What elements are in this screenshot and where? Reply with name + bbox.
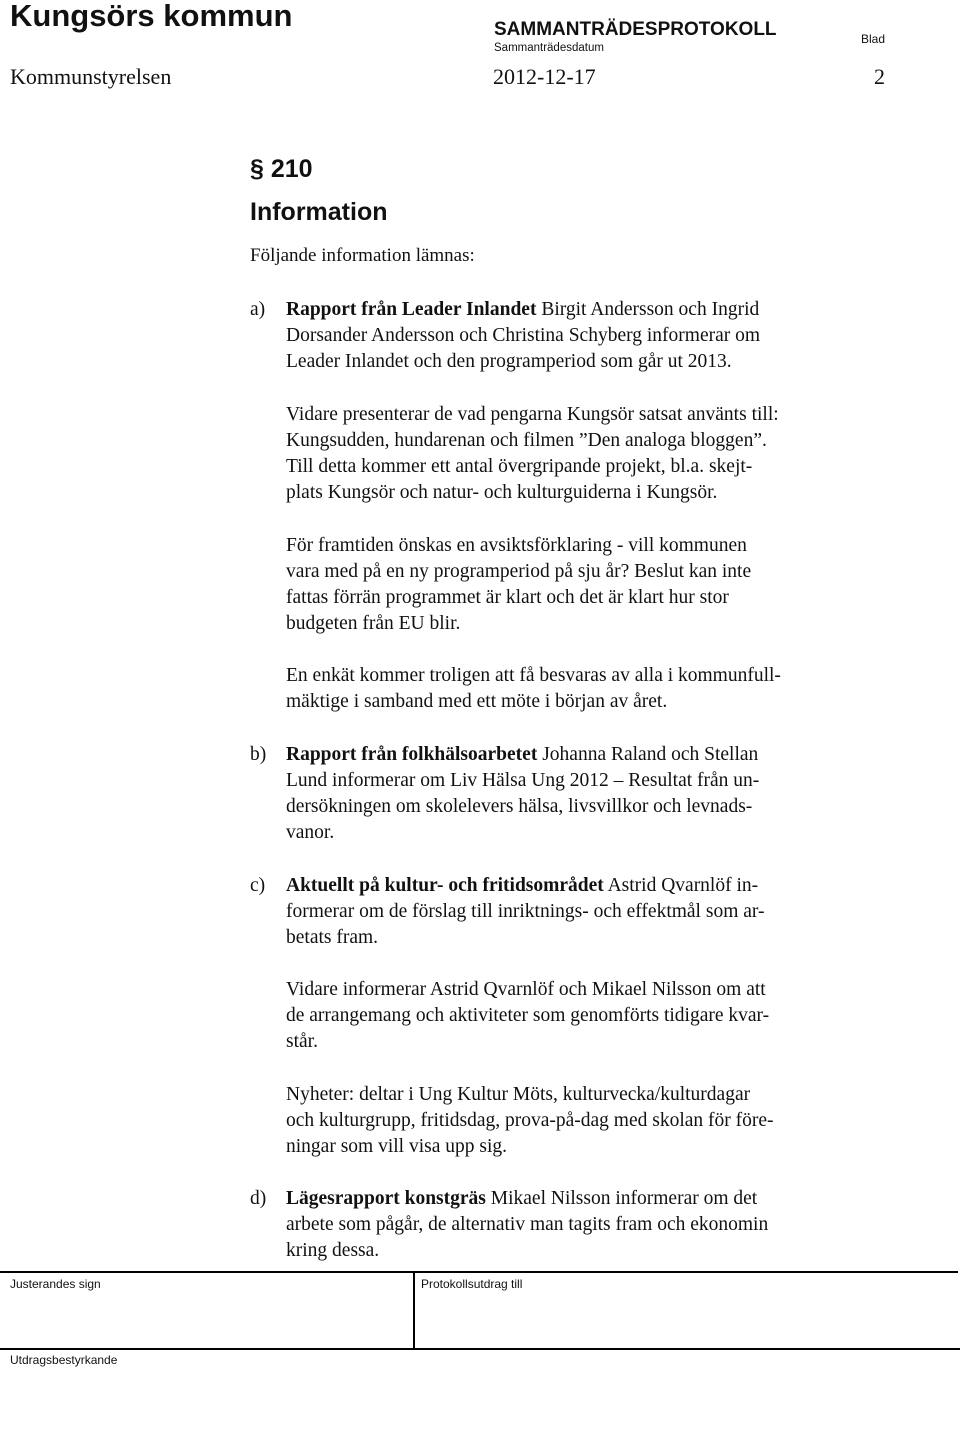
justerandes-sign-label: Justerandes sign xyxy=(10,1277,101,1291)
item-b-line-1-text: Johanna Raland och Stellan xyxy=(537,744,759,765)
item-d-heading: Lägesrapport konstgräs xyxy=(286,1188,486,1209)
item-a-line-4: Vidare presenterar de vad pengarna Kungsör satsat använts till: xyxy=(286,404,779,425)
item-b-line-1 xyxy=(286,742,758,768)
item-c-line-6: står. xyxy=(286,1031,318,1052)
item-c-line-1-text: Astrid Qvarnlöf in- xyxy=(603,875,759,896)
item-d-line-3: kring dessa. xyxy=(286,1240,380,1261)
item-d-marker: d) xyxy=(250,1188,267,1209)
item-a-marker: a) xyxy=(250,299,266,320)
paragraph-number: § 210 xyxy=(250,155,313,183)
item-c-marker: c) xyxy=(250,875,266,896)
item-a-line-6: Till detta kommer ett antal övergripande projekt, bl.a. skejt- xyxy=(286,456,753,477)
signature-divider-vertical xyxy=(413,1271,415,1349)
item-a-line-1 xyxy=(286,297,759,323)
item-b-marker: b) xyxy=(250,744,267,765)
item-a-line-3: Leader Inlandet och den programperiod som går ut 2013. xyxy=(286,351,732,372)
item-c-line-3: betats fram. xyxy=(286,927,379,948)
meeting-date: 2012-12-17 xyxy=(493,64,596,89)
item-c-line-4: Vidare informerar Astrid Qvarnlöf och Mikael Nilsson om att xyxy=(286,979,766,1000)
item-a-line-10: fattas förrän programmet är klart och det är klart hur stor xyxy=(286,587,729,608)
item-c-line-5: de arrangemang och aktiviteter som genomförts tidigare kvar- xyxy=(286,1005,770,1026)
item-b-line-3: dersökningen om skolelevers hälsa, livsvillkor och levnads- xyxy=(286,796,753,817)
item-a-line-1-text: Birgit Andersson och Ingrid xyxy=(536,299,760,320)
item-c-line-1 xyxy=(286,873,758,899)
item-c-line-9: ningar som vill visa upp sig. xyxy=(286,1136,507,1157)
organization-name: Kungsörs kommun xyxy=(10,0,293,33)
item-a-line-7: plats Kungsör och natur- och kulturguiderna i Kungsör. xyxy=(286,482,718,503)
item-a-line-8: För framtiden önskas en avsiktsförklaring - vill kommunen xyxy=(286,535,747,556)
item-b-line-4: vanor. xyxy=(286,822,335,843)
item-a-line-9: vara med på en ny programperiod på sju år? Beslut kan inte xyxy=(286,561,752,582)
item-c-line-2: formerar om de förslag till inriktnings- och effektmål som ar- xyxy=(286,901,765,922)
item-d-line-2: arbete som pågår, de alternativ man tagits fram och ekonomin xyxy=(286,1214,769,1235)
item-a-heading: Rapport från Leader Inlandet xyxy=(286,299,537,320)
utdragsbestyrkande-label: Utdragsbestyrkande xyxy=(10,1353,118,1367)
page-number: 2 xyxy=(874,64,885,89)
section-title: Information xyxy=(250,198,388,226)
item-d-line-1 xyxy=(286,1186,757,1212)
meeting-date-label: Sammanträdesdatum xyxy=(494,42,604,54)
item-a-line-13: mäktige i samband med ett möte i början av året. xyxy=(286,691,668,712)
page-label: Blad xyxy=(861,32,886,46)
signature-box xyxy=(0,1271,958,1429)
item-a-line-12: En enkät kommer troligen att få besvaras av alla i kommunfull- xyxy=(286,665,781,686)
intro-text: Följande information lämnas: xyxy=(250,245,475,266)
item-b-heading: Rapport från folkhälsoarbetet xyxy=(286,744,538,765)
signature-divider-horizontal xyxy=(0,1348,960,1350)
item-c-line-8: och kulturgrupp, fritidsdag, prova-på-dag med skolan för före- xyxy=(286,1110,774,1131)
item-a-line-2: Dorsander Andersson och Christina Schyberg informerar om xyxy=(286,325,761,346)
item-a-line-5: Kungsudden, hundarenan och filmen ”Den analoga bloggen”. xyxy=(286,430,767,451)
document-type: SAMMANTRÄDESPROTOKOLL xyxy=(494,19,777,40)
item-b-line-2: Lund informerar om Liv Hälsa Ung 2012 – Resultat från un- xyxy=(286,770,760,791)
item-c-line-7: Nyheter: deltar i Ung Kultur Möts, kulturvecka/kulturdagar xyxy=(286,1084,751,1105)
item-a-line-11: budgeten från EU blir. xyxy=(286,613,461,634)
item-c-heading: Aktuellt på kultur- och fritidsområdet xyxy=(286,875,604,896)
committee-name: Kommunstyrelsen xyxy=(10,64,172,89)
item-d-line-1-text: Mikael Nilsson informerar om det xyxy=(485,1188,758,1209)
protokollsutdrag-label: Protokollsutdrag till xyxy=(421,1277,523,1291)
